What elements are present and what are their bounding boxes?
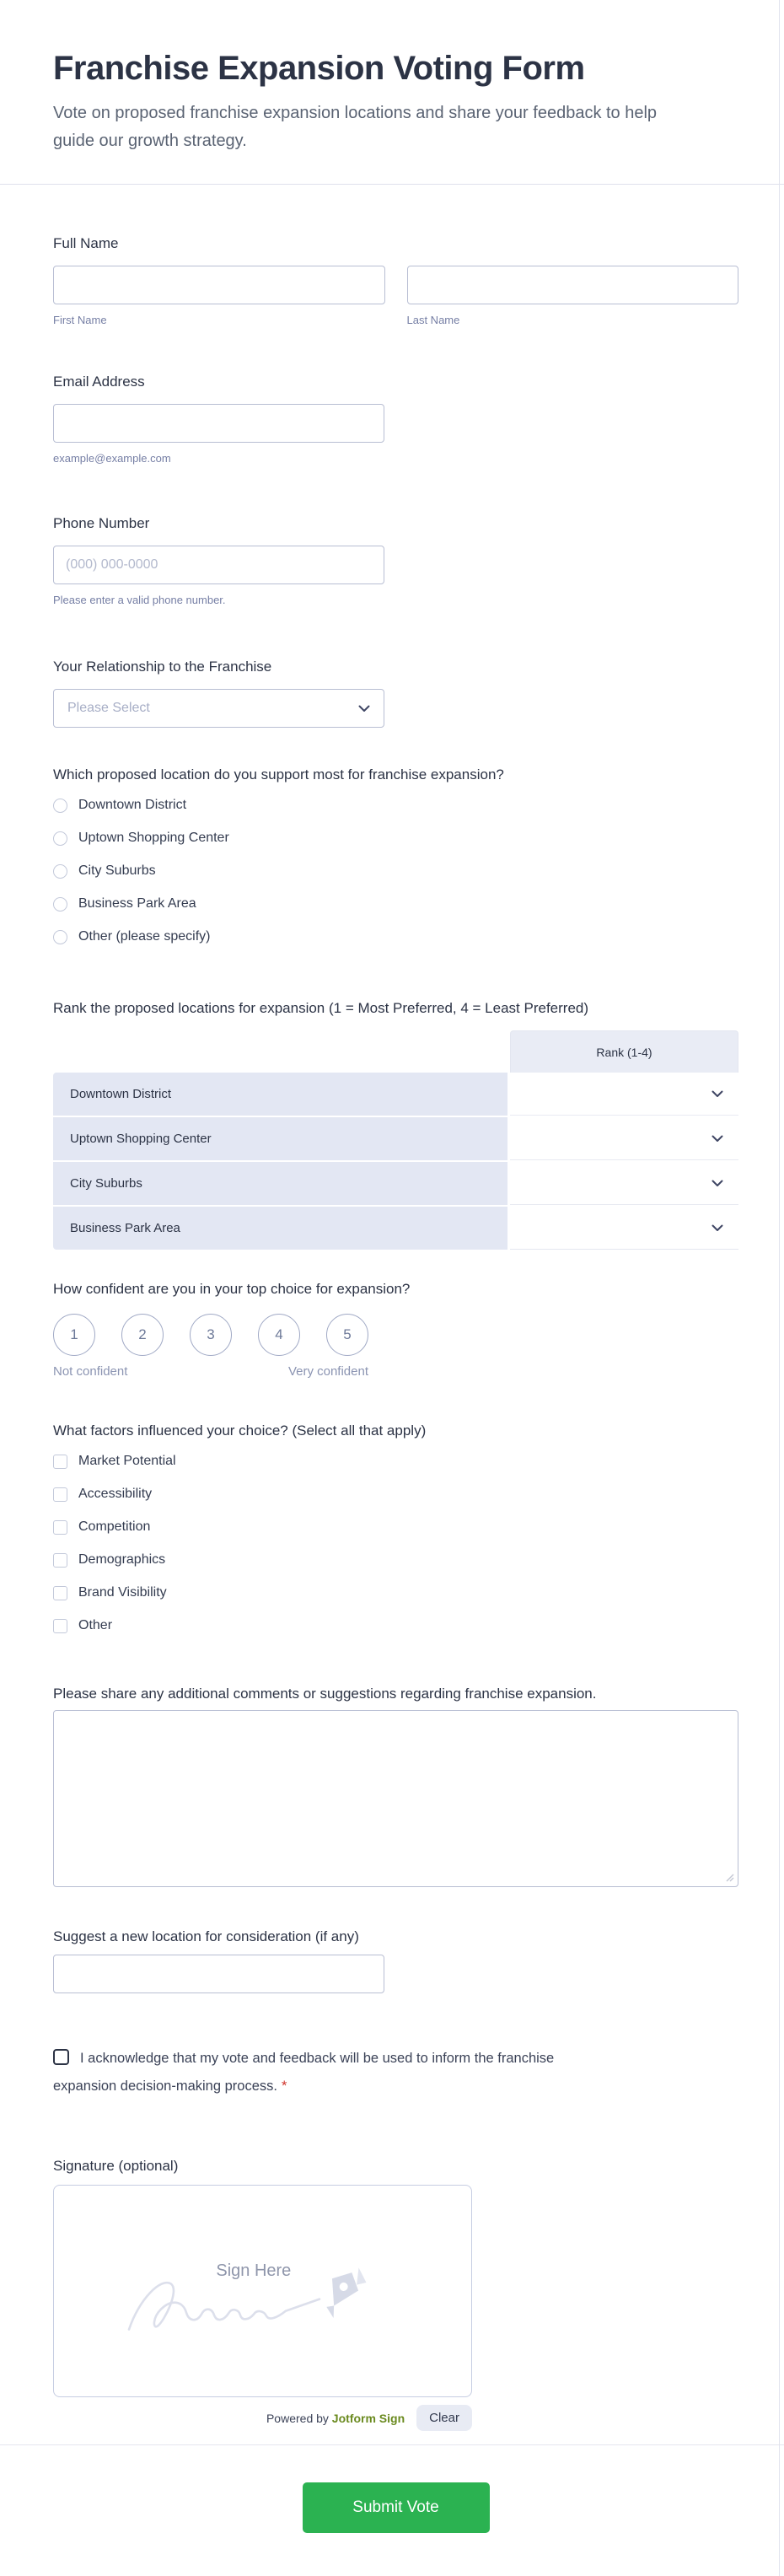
checkbox-label: Competition bbox=[78, 1519, 151, 1534]
signature-pad[interactable] bbox=[53, 2185, 472, 2397]
checkbox-label: Accessibility bbox=[78, 1487, 153, 1501]
scale-option-1[interactable]: 1 bbox=[53, 1314, 95, 1356]
last-name-input[interactable] bbox=[407, 266, 739, 304]
form-body bbox=[0, 185, 784, 2576]
ranking-column-header: Rank (1-4) bbox=[510, 1030, 738, 1073]
checkbox-icon[interactable] bbox=[53, 1619, 67, 1633]
checkbox-option-competition[interactable] bbox=[53, 1519, 738, 1535]
suggest-label: Suggest a new location for consideration (if any) bbox=[53, 1928, 359, 1944]
support-label: Which proposed location do you support most for franchise expansion? bbox=[53, 766, 504, 782]
support-options bbox=[53, 797, 738, 945]
page-title: Franchise Expansion Voting Form bbox=[53, 50, 585, 87]
radio-label: City Suburbs bbox=[78, 863, 156, 878]
relationship-select-placeholder: Please Select bbox=[67, 701, 150, 715]
scale-option-2[interactable]: 2 bbox=[121, 1314, 164, 1356]
email-input[interactable] bbox=[53, 404, 384, 443]
first-name-input[interactable] bbox=[53, 266, 385, 304]
comments-label: Please share any additional comments or suggestions regarding franchise expansion. bbox=[53, 1686, 597, 1702]
radio-label: Downtown District bbox=[78, 798, 187, 812]
phone-label: Phone Number bbox=[53, 515, 150, 531]
submit-section bbox=[53, 2445, 738, 2576]
radio-icon[interactable] bbox=[53, 864, 67, 879]
chevron-down-icon bbox=[712, 1180, 723, 1187]
required-asterisk: * bbox=[281, 2079, 287, 2094]
submit-vote-button[interactable]: Submit Vote bbox=[303, 2482, 490, 2533]
ranking-header-spacer bbox=[53, 1030, 510, 1073]
email-label: Email Address bbox=[53, 374, 145, 390]
checkbox-option-other[interactable] bbox=[53, 1617, 738, 1634]
ranking-label: Rank the proposed locations for expansion (1 = Most Preferred, 4 = Least Preferred) bbox=[53, 1000, 589, 1016]
checkbox-label: Brand Visibility bbox=[78, 1585, 167, 1600]
page-subtitle: Vote on proposed franchise expansion locations and share your feedback to help guide our growth strategy. bbox=[53, 104, 658, 150]
field-comments bbox=[53, 1685, 738, 1887]
ranking-table-header-row bbox=[53, 1030, 738, 1073]
scale-option-4[interactable]: 4 bbox=[258, 1314, 300, 1356]
relationship-label: Your Relationship to the Franchise bbox=[53, 659, 272, 675]
email-sublabel: example@example.com bbox=[53, 452, 171, 465]
clear-signature-button[interactable]: Clear bbox=[416, 2405, 472, 2431]
sign-here-text: Sign Here bbox=[216, 2261, 292, 2280]
confidence-scale bbox=[53, 1314, 368, 1356]
last-name-sublabel: Last Name bbox=[406, 314, 460, 326]
jotform-sign-brand: Jotform Sign bbox=[331, 2411, 405, 2425]
confidence-scale-labels bbox=[53, 1364, 368, 1379]
field-confidence bbox=[53, 1280, 738, 1379]
checkbox-icon[interactable] bbox=[53, 1487, 67, 1502]
chevron-down-icon bbox=[358, 705, 370, 713]
checkbox-icon[interactable] bbox=[53, 1553, 67, 1568]
ranking-dropdown-downtown-district[interactable] bbox=[510, 1073, 738, 1116]
full-name-label: Full Name bbox=[53, 235, 119, 251]
ranking-row-label: Business Park Area bbox=[53, 1207, 507, 1250]
confidence-label: How confident are you in your top choice for expansion? bbox=[53, 1281, 411, 1297]
table-row bbox=[53, 1162, 738, 1205]
radio-option-uptown-shopping-center[interactable] bbox=[53, 830, 738, 847]
radio-icon[interactable] bbox=[53, 831, 67, 846]
checkbox-option-market-potential[interactable] bbox=[53, 1453, 738, 1470]
table-row bbox=[53, 1073, 738, 1116]
checkbox-icon[interactable] bbox=[53, 1586, 67, 1600]
field-suggest-location bbox=[53, 1928, 738, 1993]
powered-by-text bbox=[266, 2412, 405, 2425]
checkbox-icon[interactable] bbox=[53, 1455, 67, 1469]
checkbox-option-accessibility[interactable] bbox=[53, 1486, 738, 1503]
radio-label: Other (please specify) bbox=[78, 929, 211, 944]
radio-icon[interactable] bbox=[53, 930, 67, 944]
ranking-dropdown-business-park-area[interactable] bbox=[510, 1207, 738, 1250]
scale-option-5[interactable]: 5 bbox=[326, 1314, 368, 1356]
field-full-name bbox=[53, 234, 738, 327]
radio-icon[interactable] bbox=[53, 799, 67, 813]
signature-footer bbox=[53, 2405, 472, 2431]
acknowledge-checkbox[interactable] bbox=[53, 2049, 69, 2065]
field-email bbox=[53, 373, 738, 465]
ranking-dropdown-uptown-shopping-center[interactable] bbox=[510, 1117, 738, 1160]
field-relationship bbox=[53, 658, 738, 728]
acknowledge-text: I acknowledge that my vote and feedback will be used to inform the franchise expansion decision-making process. bbox=[53, 2051, 555, 2094]
phone-input[interactable] bbox=[53, 546, 384, 584]
radio-icon[interactable] bbox=[53, 897, 67, 912]
radio-label: Business Park Area bbox=[78, 896, 196, 911]
field-signature bbox=[53, 2157, 738, 2431]
checkbox-option-demographics[interactable] bbox=[53, 1552, 738, 1568]
page-right-edge bbox=[779, 0, 780, 2576]
ranking-row-label: City Suburbs bbox=[53, 1162, 507, 1205]
field-factors bbox=[53, 1422, 738, 1634]
form-header bbox=[0, 0, 784, 185]
suggest-location-input[interactable] bbox=[53, 1955, 384, 1993]
checkbox-icon[interactable] bbox=[53, 1520, 67, 1535]
checkbox-label: Market Potential bbox=[78, 1454, 176, 1468]
radio-option-city-suburbs[interactable] bbox=[53, 863, 738, 879]
powered-by-label: Powered by bbox=[266, 2411, 329, 2425]
chevron-down-icon bbox=[712, 1090, 723, 1098]
scale-min-label: Not confident bbox=[53, 1364, 128, 1379]
table-row bbox=[53, 1207, 738, 1250]
signature-label: Signature (optional) bbox=[53, 2158, 179, 2174]
chevron-down-icon bbox=[712, 1224, 723, 1232]
ranking-table bbox=[53, 1030, 738, 1250]
field-acknowledge bbox=[53, 2045, 738, 2100]
factors-label: What factors influenced your choice? (Select all that apply) bbox=[53, 1422, 427, 1439]
checkbox-label: Other bbox=[78, 1618, 113, 1632]
signature-squiggle-and-pen-icon bbox=[124, 2249, 402, 2350]
field-support-location bbox=[53, 766, 738, 945]
phone-sublabel: Please enter a valid phone number. bbox=[53, 594, 226, 606]
checkbox-option-brand-visibility[interactable] bbox=[53, 1584, 738, 1601]
ranking-row-label: Downtown District bbox=[53, 1073, 507, 1116]
radio-option-downtown-district[interactable] bbox=[53, 797, 738, 814]
first-name-sublabel: First Name bbox=[53, 314, 107, 326]
radio-option-other[interactable] bbox=[53, 928, 738, 945]
ranking-dropdown-city-suburbs[interactable] bbox=[510, 1162, 738, 1205]
radio-option-business-park-area[interactable] bbox=[53, 895, 738, 912]
table-row bbox=[53, 1117, 738, 1160]
field-phone bbox=[53, 514, 738, 607]
field-ranking bbox=[53, 999, 738, 1250]
factors-options bbox=[53, 1453, 738, 1634]
acknowledge-row bbox=[53, 2045, 559, 2100]
checkbox-label: Demographics bbox=[78, 1552, 166, 1567]
scale-max-label: Very confident bbox=[287, 1364, 368, 1379]
comments-textarea[interactable] bbox=[53, 1710, 738, 1887]
radio-label: Uptown Shopping Center bbox=[78, 831, 229, 845]
scale-option-3[interactable]: 3 bbox=[190, 1314, 232, 1356]
relationship-select[interactable] bbox=[53, 689, 384, 728]
chevron-down-icon bbox=[712, 1135, 723, 1143]
ranking-row-label: Uptown Shopping Center bbox=[53, 1117, 507, 1160]
